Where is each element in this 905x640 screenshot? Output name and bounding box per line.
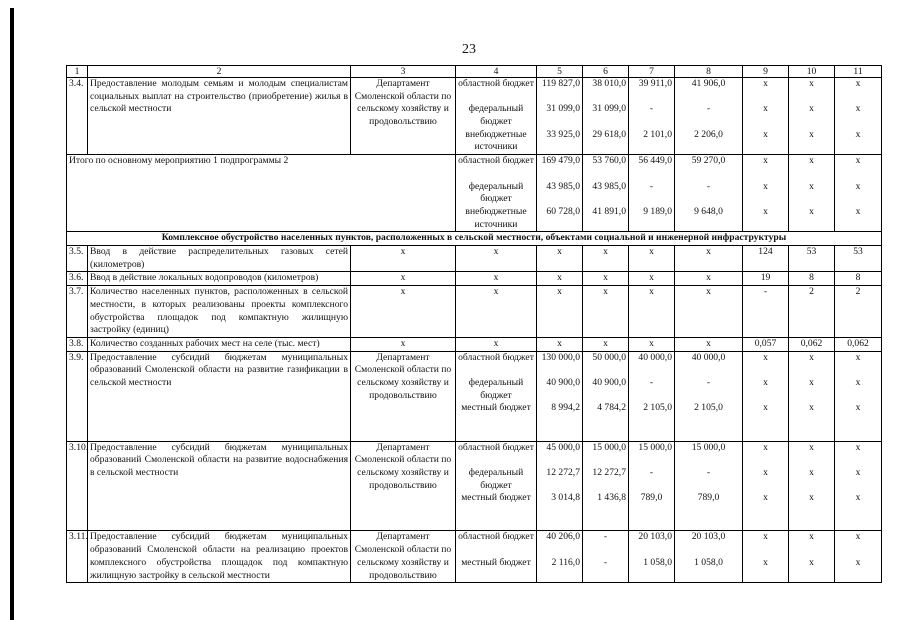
- value-cell: [629, 155, 675, 232]
- value-cell: [583, 351, 629, 441]
- value: х: [675, 337, 743, 351]
- value: х: [809, 377, 814, 389]
- row-number: 3.7.: [67, 286, 88, 338]
- row-department: Департамент Смоленской области по сельскому хозяйству и продовольствию: [351, 351, 456, 441]
- table-row: [67, 531, 882, 583]
- value-cell: [629, 351, 675, 441]
- value: 3 014,8: [551, 492, 580, 504]
- value: х: [583, 337, 629, 351]
- value-cell: [675, 155, 743, 232]
- value: х: [763, 377, 768, 389]
- funding-source-cell: [456, 531, 537, 583]
- value-cell: [835, 351, 882, 441]
- total-label: Итого по основному мероприятию 1 подпрограммы 2: [67, 155, 456, 232]
- funding-source: внебюджетные источники: [465, 205, 527, 230]
- table-row: [67, 272, 882, 286]
- value: -: [706, 377, 711, 389]
- value-cell: [537, 78, 583, 155]
- value: -: [649, 466, 654, 478]
- value: 1 436,8: [597, 492, 626, 504]
- funding-source: внебюджетные источники: [465, 128, 527, 153]
- value-cell: [743, 441, 789, 531]
- value: 789,0: [640, 492, 663, 504]
- value-cell: [583, 78, 629, 155]
- value: х: [537, 272, 583, 286]
- value: х: [809, 128, 814, 140]
- value: 50 000,0: [592, 351, 626, 363]
- value: х: [629, 272, 675, 286]
- funding-source: федеральный бюджет: [468, 377, 524, 401]
- value: 53 760,0: [592, 155, 626, 167]
- value: 41 891,0: [592, 205, 626, 217]
- value: х: [855, 466, 861, 478]
- row-description: Количество населенных пунктов, расположенных в сельской местности, в которых реализованы проекты комплексного обустройства площадок под компактную жилищную застройку (единиц): [88, 286, 351, 338]
- value: х: [809, 441, 814, 453]
- value: х: [809, 402, 814, 414]
- value: -: [649, 377, 654, 389]
- value: х: [675, 286, 743, 338]
- value: х: [855, 155, 861, 167]
- value: 60 728,0: [546, 205, 580, 217]
- value: 8: [835, 272, 882, 286]
- value: х: [537, 337, 583, 351]
- row-description: Предоставление молодым семьям и молодым специалистам социальных выплат на строительство (приобретение) жилья в сельской местности: [88, 78, 351, 155]
- funding-source: федеральный бюджет: [468, 466, 524, 491]
- value: -: [743, 286, 789, 338]
- col-header: 11: [835, 66, 882, 78]
- value: х: [763, 180, 768, 192]
- table-row: [67, 441, 882, 531]
- value: 20 103,0: [691, 531, 726, 543]
- funding-source: областной бюджет: [458, 441, 534, 453]
- value: х: [351, 246, 456, 272]
- row-description: Ввод в действие распределительных газовых сетей (километров): [88, 246, 351, 272]
- value: х: [809, 531, 814, 543]
- value: 33 925,0: [546, 128, 580, 140]
- funding-source: местный бюджет: [461, 402, 531, 414]
- scan-edge-bar: [10, 8, 14, 620]
- value: х: [763, 205, 768, 217]
- funding-source-cell: [456, 441, 537, 531]
- value: х: [809, 78, 814, 89]
- value: х: [629, 337, 675, 351]
- value: 15 000,0: [691, 441, 726, 453]
- row-description: Предоставление субсидий бюджетам муниципальных образований Смоленской области на развитие водоснабжения в сельской местности: [88, 441, 351, 531]
- value: 2 105,0: [694, 402, 723, 414]
- value: 8 994,2: [551, 402, 580, 414]
- funding-source: областной бюджет: [458, 78, 534, 89]
- value-cell: [675, 351, 743, 441]
- value: 15 000,0: [592, 441, 626, 453]
- value: х: [855, 205, 861, 217]
- col-header: 7: [629, 66, 675, 78]
- funding-source: федеральный бюджет: [468, 180, 524, 205]
- value-cell: [789, 351, 835, 441]
- value: 2: [789, 286, 835, 338]
- value: 39 911,0: [638, 78, 672, 89]
- row-description: Предоставление субсидий бюджетам муниципальных образований Смоленской области на реализацию проектов комплексного обустройства площадок под компактную жилищную застройку в сельской местности: [88, 531, 351, 583]
- value: 2 116,0: [551, 556, 580, 568]
- row-number: 3.11.: [67, 531, 88, 583]
- row-department: Департамент Смоленской области по сельскому хозяйству и продовольствию: [351, 441, 456, 531]
- section-heading: Комплексное обустройство населенных пунктов, расположенных в сельской местности, объектами социальной и инженерной инфраструктуры: [67, 232, 882, 246]
- value: 38 010,0: [592, 78, 626, 89]
- value: 43 985,0: [546, 180, 580, 192]
- value: х: [809, 180, 814, 192]
- value: х: [855, 402, 861, 414]
- value-cell: [537, 441, 583, 531]
- value: 40 206,0: [546, 531, 580, 543]
- col-header: 5: [537, 66, 583, 78]
- value-cell: [789, 155, 835, 232]
- value: 40 000,0: [638, 351, 672, 363]
- value: 4 784,2: [597, 402, 626, 414]
- section-heading-row: [67, 232, 882, 246]
- value: х: [855, 351, 861, 363]
- value-cell: [537, 155, 583, 232]
- value: 169 479,0: [541, 155, 580, 167]
- value: 19: [743, 272, 789, 286]
- value: х: [809, 351, 814, 363]
- col-header: 10: [789, 66, 835, 78]
- value: х: [855, 128, 861, 140]
- value: 29 618,0: [592, 128, 626, 140]
- value: х: [763, 556, 768, 568]
- funding-source: областной бюджет: [458, 351, 534, 363]
- row-department: Департамент Смоленской области по сельскому хозяйству и продовольствию: [351, 78, 456, 155]
- value: 0,062: [789, 337, 835, 351]
- value: х: [456, 286, 537, 338]
- value-cell: [835, 78, 882, 155]
- value-cell: [743, 155, 789, 232]
- value-cell: [789, 441, 835, 531]
- value: 20 103,0: [638, 531, 672, 543]
- col-header: 4: [456, 66, 537, 78]
- value-cell: [743, 531, 789, 583]
- value: 124: [743, 246, 789, 272]
- value: х: [583, 272, 629, 286]
- funding-source: областной бюджет: [458, 531, 534, 543]
- row-number: 3.6.: [67, 272, 88, 286]
- table-row: [67, 78, 882, 155]
- value: х: [855, 556, 861, 568]
- row-number: 3.8.: [67, 337, 88, 351]
- value-cell: [675, 441, 743, 531]
- value: х: [763, 128, 768, 140]
- page-number: 23: [462, 42, 476, 57]
- funding-source: федеральный бюджет: [468, 103, 524, 128]
- funding-source: местный бюджет: [461, 492, 531, 504]
- col-header: 9: [743, 66, 789, 78]
- value: -: [649, 103, 654, 115]
- value: 12 272,7: [546, 466, 580, 478]
- value: х: [809, 556, 814, 568]
- value: 15 000,0: [638, 441, 672, 453]
- value: х: [537, 286, 583, 338]
- value-cell: [675, 78, 743, 155]
- value: 40 900,0: [592, 377, 626, 389]
- value: -: [706, 103, 711, 115]
- value: х: [763, 441, 768, 453]
- value: х: [456, 337, 537, 351]
- col-header: 1: [67, 66, 88, 78]
- value: 56 449,0: [638, 155, 672, 167]
- value: 789,0: [697, 492, 720, 504]
- value: х: [855, 103, 861, 115]
- value: х: [855, 492, 861, 504]
- value: 2 105,0: [643, 402, 672, 414]
- col-header: 2: [88, 66, 351, 78]
- value-cell: [629, 441, 675, 531]
- row-number: 3.9.: [67, 351, 88, 441]
- value: 40 900,0: [546, 377, 580, 389]
- value-cell: [629, 78, 675, 155]
- value: 0,057: [743, 337, 789, 351]
- value: х: [763, 351, 768, 363]
- value: х: [809, 103, 814, 115]
- value: х: [351, 286, 456, 338]
- value: 41 906,0: [691, 78, 726, 89]
- value-cell: [835, 155, 882, 232]
- value-cell: [743, 78, 789, 155]
- value-cell: [789, 531, 835, 583]
- value: х: [763, 492, 768, 504]
- value: 31 099,0: [592, 103, 626, 115]
- value: х: [809, 466, 814, 478]
- value: 12 272,7: [592, 466, 626, 478]
- funding-source: областной бюджет: [458, 155, 534, 167]
- value: х: [855, 531, 861, 543]
- value: 53: [835, 246, 882, 272]
- value: -: [706, 466, 711, 478]
- value: 40 000,0: [691, 351, 726, 363]
- value: х: [855, 78, 861, 89]
- value: х: [855, 180, 861, 192]
- col-header: 3: [351, 66, 456, 78]
- value: х: [675, 246, 743, 272]
- value: 2 101,0: [643, 128, 672, 140]
- value: 2: [835, 286, 882, 338]
- value: -: [649, 180, 654, 192]
- program-table: [66, 65, 882, 583]
- value: х: [583, 246, 629, 272]
- value: х: [583, 286, 629, 338]
- value: 0,062: [835, 337, 882, 351]
- value-cell: [743, 351, 789, 441]
- value: -: [603, 556, 608, 568]
- value: х: [537, 246, 583, 272]
- table-row: [67, 246, 882, 272]
- value: х: [456, 246, 537, 272]
- value: х: [809, 205, 814, 217]
- value-cell: [583, 155, 629, 232]
- value: х: [763, 155, 768, 167]
- value: -: [603, 531, 608, 543]
- funding-source-cell: [456, 78, 537, 155]
- col-header: 8: [675, 66, 743, 78]
- value: 53: [789, 246, 835, 272]
- value: 8: [789, 272, 835, 286]
- value-cell: [835, 531, 882, 583]
- row-description: Предоставление субсидий бюджетам муниципальных образований Смоленской области на развитие газификации в сельской местности: [88, 351, 351, 441]
- value: 119 827,0: [541, 78, 580, 89]
- table-row: [67, 337, 882, 351]
- row-number: 3.10.: [67, 441, 88, 531]
- value: х: [809, 155, 814, 167]
- row-number: 3.5.: [67, 246, 88, 272]
- value: 130 000,0: [541, 351, 580, 363]
- value: х: [456, 272, 537, 286]
- value: х: [351, 337, 456, 351]
- value-cell: [583, 531, 629, 583]
- table-row: [67, 351, 882, 441]
- value-cell: [835, 441, 882, 531]
- value: х: [351, 272, 456, 286]
- value: 2 206,0: [694, 128, 723, 140]
- value-cell: [537, 351, 583, 441]
- value-cell: [789, 78, 835, 155]
- value: 1 058,0: [694, 556, 723, 568]
- row-description: Ввод в действие локальных водопроводов (километров): [88, 272, 351, 286]
- row-description: Количество созданных рабочих мест на селе (тыс. мест): [88, 337, 351, 351]
- funding-source: местный бюджет: [461, 556, 531, 568]
- row-number: 3.4.: [67, 78, 88, 155]
- value: 9 648,0: [694, 205, 723, 217]
- col-header: 6: [583, 66, 629, 78]
- value: 1 058,0: [643, 556, 672, 568]
- table-row: [67, 286, 882, 338]
- value: х: [629, 246, 675, 272]
- value-cell: [583, 441, 629, 531]
- value: 45 000,0: [546, 441, 580, 453]
- value: -: [706, 180, 711, 192]
- value: 43 985,0: [592, 180, 626, 192]
- total-row: [67, 155, 882, 232]
- value: х: [809, 492, 814, 504]
- value: х: [763, 531, 768, 543]
- row-department: Департамент Смоленской области по сельскому хозяйству и продовольствию: [351, 531, 456, 583]
- value: 31 099,0: [546, 103, 580, 115]
- value: х: [763, 466, 768, 478]
- value: х: [763, 78, 768, 89]
- funding-source-cell: [456, 155, 537, 232]
- value: х: [763, 103, 768, 115]
- value-cell: [675, 531, 743, 583]
- value: х: [855, 377, 861, 389]
- value: 9 189,0: [643, 205, 672, 217]
- value: х: [629, 286, 675, 338]
- column-number-row: [67, 66, 882, 78]
- value: х: [855, 441, 861, 453]
- value-cell: [629, 531, 675, 583]
- value: х: [675, 272, 743, 286]
- value: 59 270,0: [691, 155, 726, 167]
- value-cell: [537, 531, 583, 583]
- funding-source-cell: [456, 351, 537, 441]
- value: х: [763, 402, 768, 414]
